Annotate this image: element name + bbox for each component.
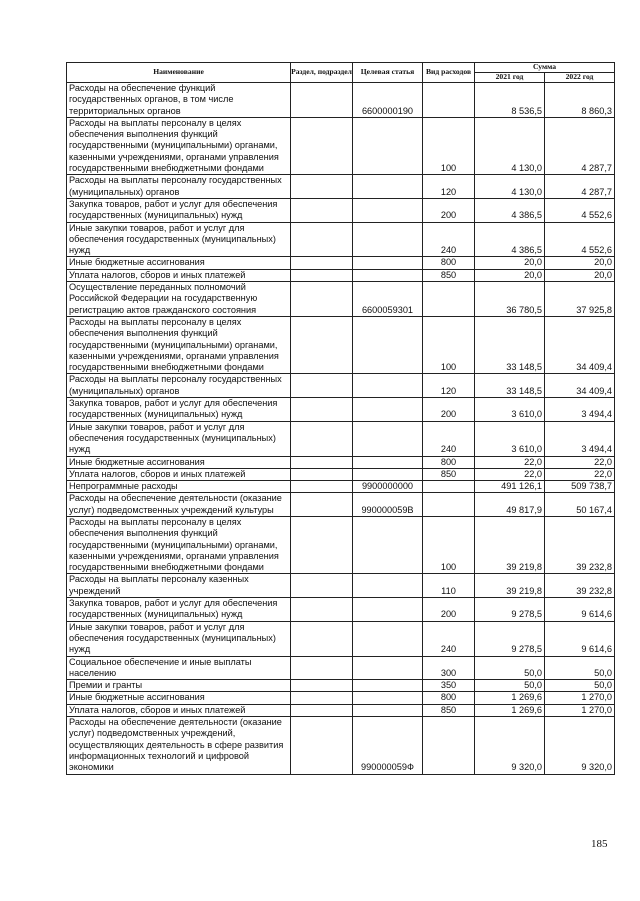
row-sum-2022-cell: 4 287,7: [545, 175, 615, 199]
row-section-cell: [291, 574, 353, 598]
row-sum-2022-cell: 34 409,4: [545, 316, 615, 373]
table-row: [67, 656, 615, 680]
table-header: [67, 63, 615, 83]
header-year-2022: 2022 год: [545, 73, 615, 83]
row-sum-2022-cell: 4 287,7: [545, 117, 615, 174]
row-sum-2022-cell: 3 494,4: [545, 398, 615, 422]
row-section-cell: [291, 516, 353, 573]
row-section-cell: [291, 717, 353, 774]
row-type-cell: [423, 717, 475, 774]
row-sum-2022-cell: 9 320,0: [545, 717, 615, 774]
row-section-cell: [291, 704, 353, 716]
row-section-cell: [291, 257, 353, 269]
row-type-cell: 240: [423, 421, 475, 456]
row-sum-2022-cell: 22,0: [545, 456, 615, 468]
row-target-cell: [353, 680, 423, 692]
row-sum-2021-cell: 1 269,6: [475, 692, 545, 704]
row-sum-2021-cell: 49 817,9: [475, 493, 545, 517]
row-name-cell: Закупка товаров, работ и услуг для обеспечения государственных (муниципальных) нужд: [67, 398, 291, 422]
row-sum-2021-cell: 9 320,0: [475, 717, 545, 774]
row-type-cell: 200: [423, 198, 475, 222]
header-sum: Сумма: [475, 63, 615, 73]
row-target-cell: [353, 222, 423, 257]
row-type-cell: 100: [423, 117, 475, 174]
row-target-cell: [353, 175, 423, 199]
row-sum-2022-cell: 34 409,4: [545, 374, 615, 398]
row-name-cell: Расходы на выплаты персоналу государственных (муниципальных) органов: [67, 175, 291, 199]
header-type: Вид расходов: [423, 63, 475, 83]
row-sum-2022-cell: 9 614,6: [545, 598, 615, 622]
row-name-cell: Иные бюджетные ассигнования: [67, 456, 291, 468]
row-section-cell: [291, 456, 353, 468]
row-name-cell: Иные закупки товаров, работ и услуг для обеспечения государственных (муниципальных) нужд: [67, 222, 291, 257]
row-section-cell: [291, 198, 353, 222]
row-sum-2021-cell: 39 219,8: [475, 574, 545, 598]
row-sum-2021-cell: 22,0: [475, 456, 545, 468]
row-sum-2021-cell: 9 278,5: [475, 621, 545, 656]
row-sum-2021-cell: 4 386,5: [475, 198, 545, 222]
row-sum-2022-cell: 4 552,6: [545, 198, 615, 222]
row-sum-2021-cell: 4 130,0: [475, 117, 545, 174]
row-section-cell: [291, 374, 353, 398]
row-type-cell: 850: [423, 704, 475, 716]
row-sum-2022-cell: 1 270,0: [545, 692, 615, 704]
row-type-cell: [423, 481, 475, 493]
row-target-cell: [353, 117, 423, 174]
row-target-cell: [353, 704, 423, 716]
row-target-cell: [353, 598, 423, 622]
row-sum-2022-cell: 4 552,6: [545, 222, 615, 257]
table-row: [67, 621, 615, 656]
row-name-cell: Непрограммные расходы: [67, 481, 291, 493]
budget-table: [66, 62, 615, 775]
row-type-cell: 120: [423, 175, 475, 199]
row-name-cell: Уплата налогов, сборов и иных платежей: [67, 269, 291, 281]
row-type-cell: 800: [423, 692, 475, 704]
table-row: [67, 704, 615, 716]
row-sum-2021-cell: 4 130,0: [475, 175, 545, 199]
table-row: [67, 374, 615, 398]
row-type-cell: 240: [423, 222, 475, 257]
row-target-cell: 990000059В: [353, 493, 423, 517]
row-type-cell: 240: [423, 621, 475, 656]
row-name-cell: Расходы на обеспечение деятельности (оказание услуг) подведомственных учреждений, осуществляющих деятельность в сфере развития информационных технологий и цифровой экономики: [67, 717, 291, 774]
row-type-cell: 200: [423, 598, 475, 622]
row-target-cell: [353, 621, 423, 656]
table-row: [67, 198, 615, 222]
row-type-cell: [423, 83, 475, 118]
row-name-cell: Иные бюджетные ассигнования: [67, 692, 291, 704]
row-type-cell: 800: [423, 257, 475, 269]
row-name-cell: Расходы на обеспечение функций государственных органов, в том числе территориальных органов: [67, 83, 291, 118]
row-name-cell: Социальное обеспечение и иные выплаты населению: [67, 656, 291, 680]
row-target-cell: [353, 421, 423, 456]
table-row: [67, 421, 615, 456]
row-section-cell: [291, 282, 353, 317]
row-section-cell: [291, 493, 353, 517]
table-row: [67, 574, 615, 598]
row-section-cell: [291, 621, 353, 656]
table-row: [67, 222, 615, 257]
row-name-cell: Расходы на выплаты персоналу в целях обеспечения выполнения функций государственными (муниципальными) органами, казенными учреждениями, органами управления государственными внебюджетными фондами: [67, 117, 291, 174]
row-sum-2022-cell: 50,0: [545, 680, 615, 692]
table-row: [67, 83, 615, 118]
row-section-cell: [291, 398, 353, 422]
row-sum-2022-cell: 509 738,7: [545, 481, 615, 493]
row-target-cell: [353, 456, 423, 468]
row-target-cell: 6600059301: [353, 282, 423, 317]
row-sum-2022-cell: 39 232,8: [545, 516, 615, 573]
row-target-cell: 9900000000: [353, 481, 423, 493]
row-sum-2022-cell: 20,0: [545, 269, 615, 281]
row-section-cell: [291, 175, 353, 199]
row-target-cell: [353, 516, 423, 573]
table-row: [67, 257, 615, 269]
row-target-cell: 990000059Ф: [353, 717, 423, 774]
row-sum-2021-cell: 22,0: [475, 468, 545, 480]
row-sum-2022-cell: 50,0: [545, 656, 615, 680]
row-target-cell: [353, 198, 423, 222]
page-number: 185: [591, 838, 608, 850]
row-target-cell: [353, 398, 423, 422]
table-row: [67, 717, 615, 774]
row-type-cell: 850: [423, 468, 475, 480]
header-section: Раздел, подраздел: [291, 63, 353, 83]
row-type-cell: 300: [423, 656, 475, 680]
row-name-cell: Осуществление переданных полномочий Российской Федерации на государственную регистрацию актов гражданского состояния: [67, 282, 291, 317]
row-sum-2022-cell: 37 925,8: [545, 282, 615, 317]
row-section-cell: [291, 269, 353, 281]
row-section-cell: [291, 117, 353, 174]
row-section-cell: [291, 468, 353, 480]
row-type-cell: 110: [423, 574, 475, 598]
row-name-cell: Расходы на обеспечение деятельности (оказание услуг) подведомственных учреждений культуры: [67, 493, 291, 517]
row-section-cell: [291, 598, 353, 622]
row-section-cell: [291, 481, 353, 493]
row-name-cell: Расходы на выплаты персоналу в целях обеспечения выполнения функций государственными (муниципальными) органами, казенными учреждениями, органами управления государственными внебюджетными фондами: [67, 316, 291, 373]
table-row: [67, 692, 615, 704]
row-sum-2022-cell: 8 860,3: [545, 83, 615, 118]
row-target-cell: [353, 316, 423, 373]
row-name-cell: Иные закупки товаров, работ и услуг для обеспечения государственных (муниципальных) нужд: [67, 621, 291, 656]
row-sum-2021-cell: 20,0: [475, 269, 545, 281]
row-sum-2022-cell: 39 232,8: [545, 574, 615, 598]
row-target-cell: [353, 468, 423, 480]
row-name-cell: Иные бюджетные ассигнования: [67, 257, 291, 269]
row-name-cell: Премии и гранты: [67, 680, 291, 692]
row-sum-2022-cell: 22,0: [545, 468, 615, 480]
row-sum-2022-cell: 1 270,0: [545, 704, 615, 716]
row-sum-2021-cell: 491 126,1: [475, 481, 545, 493]
row-section-cell: [291, 692, 353, 704]
row-type-cell: 200: [423, 398, 475, 422]
row-type-cell: 120: [423, 374, 475, 398]
row-type-cell: 800: [423, 456, 475, 468]
row-sum-2021-cell: 39 219,8: [475, 516, 545, 573]
table-row: [67, 282, 615, 317]
row-sum-2021-cell: 8 536,5: [475, 83, 545, 118]
row-type-cell: [423, 282, 475, 317]
row-section-cell: [291, 316, 353, 373]
row-sum-2021-cell: 20,0: [475, 257, 545, 269]
header-name: Наименование: [67, 63, 291, 83]
row-section-cell: [291, 222, 353, 257]
table-row: [67, 316, 615, 373]
row-name-cell: Уплата налогов, сборов и иных платежей: [67, 704, 291, 716]
header-target: Целевая статья: [353, 63, 423, 83]
table-row: [67, 493, 615, 517]
row-type-cell: 850: [423, 269, 475, 281]
row-target-cell: [353, 374, 423, 398]
row-sum-2022-cell: 50 167,4: [545, 493, 615, 517]
row-sum-2021-cell: 1 269,6: [475, 704, 545, 716]
row-type-cell: 100: [423, 316, 475, 373]
row-target-cell: [353, 269, 423, 281]
header-year-2021: 2021 год: [475, 73, 545, 83]
table-row: [67, 481, 615, 493]
table-row: [67, 516, 615, 573]
row-section-cell: [291, 83, 353, 118]
table-row: [67, 598, 615, 622]
row-name-cell: Расходы на выплаты персоналу в целях обеспечения выполнения функций государственными (муниципальными) органами, казенными учреждениями, органами управления государственными внебюджетными фондами: [67, 516, 291, 573]
row-name-cell: Расходы на выплаты персоналу государственных (муниципальных) органов: [67, 374, 291, 398]
table-row: [67, 175, 615, 199]
row-sum-2022-cell: 20,0: [545, 257, 615, 269]
row-sum-2021-cell: 50,0: [475, 680, 545, 692]
table-row: [67, 680, 615, 692]
row-target-cell: [353, 692, 423, 704]
row-section-cell: [291, 421, 353, 456]
row-sum-2021-cell: 9 278,5: [475, 598, 545, 622]
row-type-cell: [423, 493, 475, 517]
row-target-cell: 6600000190: [353, 83, 423, 118]
row-section-cell: [291, 680, 353, 692]
table-row: [67, 117, 615, 174]
table-row: [67, 398, 615, 422]
row-name-cell: Закупка товаров, работ и услуг для обеспечения государственных (муниципальных) нужд: [67, 198, 291, 222]
row-sum-2021-cell: 3 610,0: [475, 421, 545, 456]
row-section-cell: [291, 656, 353, 680]
row-sum-2022-cell: 9 614,6: [545, 621, 615, 656]
row-name-cell: Расходы на выплаты персоналу казенных учреждений: [67, 574, 291, 598]
row-name-cell: Иные закупки товаров, работ и услуг для обеспечения государственных (муниципальных) нужд: [67, 421, 291, 456]
row-sum-2021-cell: 50,0: [475, 656, 545, 680]
row-type-cell: 350: [423, 680, 475, 692]
row-sum-2021-cell: 3 610,0: [475, 398, 545, 422]
row-name-cell: Уплата налогов, сборов и иных платежей: [67, 468, 291, 480]
row-sum-2021-cell: 33 148,5: [475, 316, 545, 373]
table-row: [67, 269, 615, 281]
row-target-cell: [353, 574, 423, 598]
row-sum-2021-cell: 33 148,5: [475, 374, 545, 398]
row-sum-2021-cell: 36 780,5: [475, 282, 545, 317]
row-sum-2022-cell: 3 494,4: [545, 421, 615, 456]
table-row: [67, 456, 615, 468]
table-body: [67, 83, 615, 775]
row-sum-2021-cell: 4 386,5: [475, 222, 545, 257]
row-name-cell: Закупка товаров, работ и услуг для обеспечения государственных (муниципальных) нужд: [67, 598, 291, 622]
table-row: [67, 468, 615, 480]
row-target-cell: [353, 656, 423, 680]
row-target-cell: [353, 257, 423, 269]
row-type-cell: 100: [423, 516, 475, 573]
